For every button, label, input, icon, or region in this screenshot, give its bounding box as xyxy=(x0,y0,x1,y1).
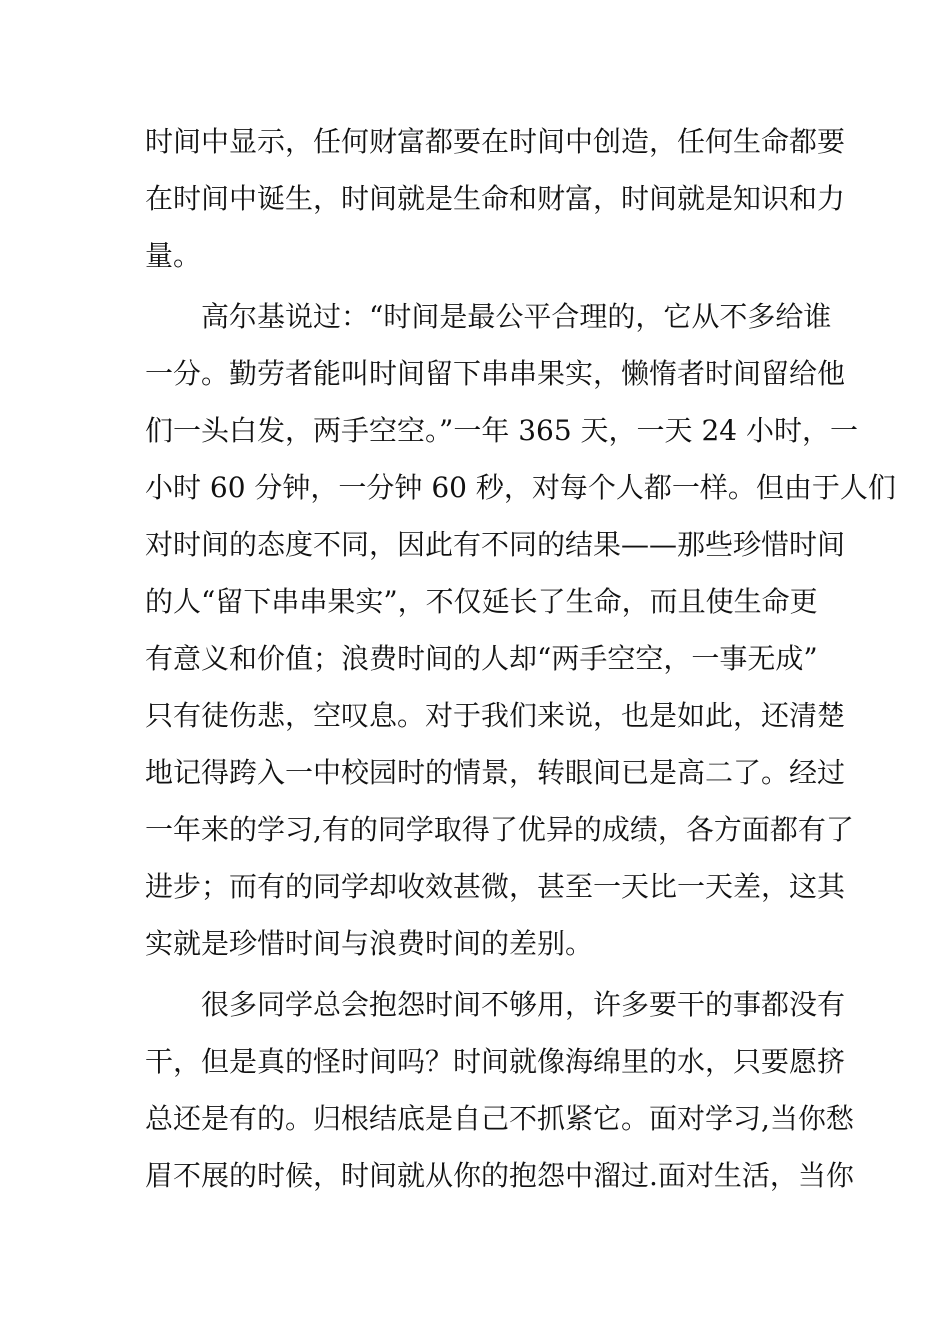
text-line-12: 地记得跨入一中校园时的情景，转眼间已是高二了。经过 xyxy=(145,756,846,789)
text-line-10: 有意义和价值；浪费时间的人却“两手空空，一事无成” xyxy=(145,642,818,675)
text-line-3: 量。 xyxy=(145,239,202,272)
text-line-2: 在时间中诞生，时间就是生命和财富，时间就是知识和力 xyxy=(145,182,846,215)
text-line-8: 对时间的态度不同，因此有不同的结果——那些珍惜时间 xyxy=(145,528,846,561)
text-line-9: 的人“留下串串果实”，不仅延长了生命，而且使生命更 xyxy=(145,585,818,618)
text-line-13: 一年来的学习,有的同学取得了优异的成绩，各方面都有了 xyxy=(145,813,854,846)
text-line-4: 高尔基说过：“时间是最公平合理的，它从不多给谁 xyxy=(201,300,832,333)
text-line-11: 只有徒伤悲，空叹息。对于我们来说，也是如此，还清楚 xyxy=(145,699,846,732)
text-line-17: 干，但是真的怪时间吗？时间就像海绵里的水，只要愿挤 xyxy=(145,1045,846,1078)
text-line-14: 进步；而有的同学却收效甚微，甚至一天比一天差，这其 xyxy=(145,870,846,903)
text-line-7: 小时 60 分钟，一分钟 60 秒，对每个人都一样。但由于人们 xyxy=(145,471,896,504)
text-line-15: 实就是珍惜时间与浪费时间的差别。 xyxy=(145,927,594,960)
text-line-6: 们一头白发，两手空空。”一年 365 天，一天 24 小时，一 xyxy=(145,414,858,447)
text-line-16: 很多同学总会抱怨时间不够用，许多要干的事都没有 xyxy=(201,988,846,1021)
text-line-19: 眉不展的时候，时间就从你的抱怨中溜过.面对生活，当你 xyxy=(145,1159,854,1192)
text-line-5: 一分。勤劳者能叫时间留下串串果实，懒惰者时间留给他 xyxy=(145,357,846,390)
text-line-18: 总还是有的。归根结底是自己不抓紧它。面对学习,当你愁 xyxy=(145,1102,854,1135)
text-line-1: 时间中显示，任何财富都要在时间中创造，任何生命都要 xyxy=(145,125,846,158)
